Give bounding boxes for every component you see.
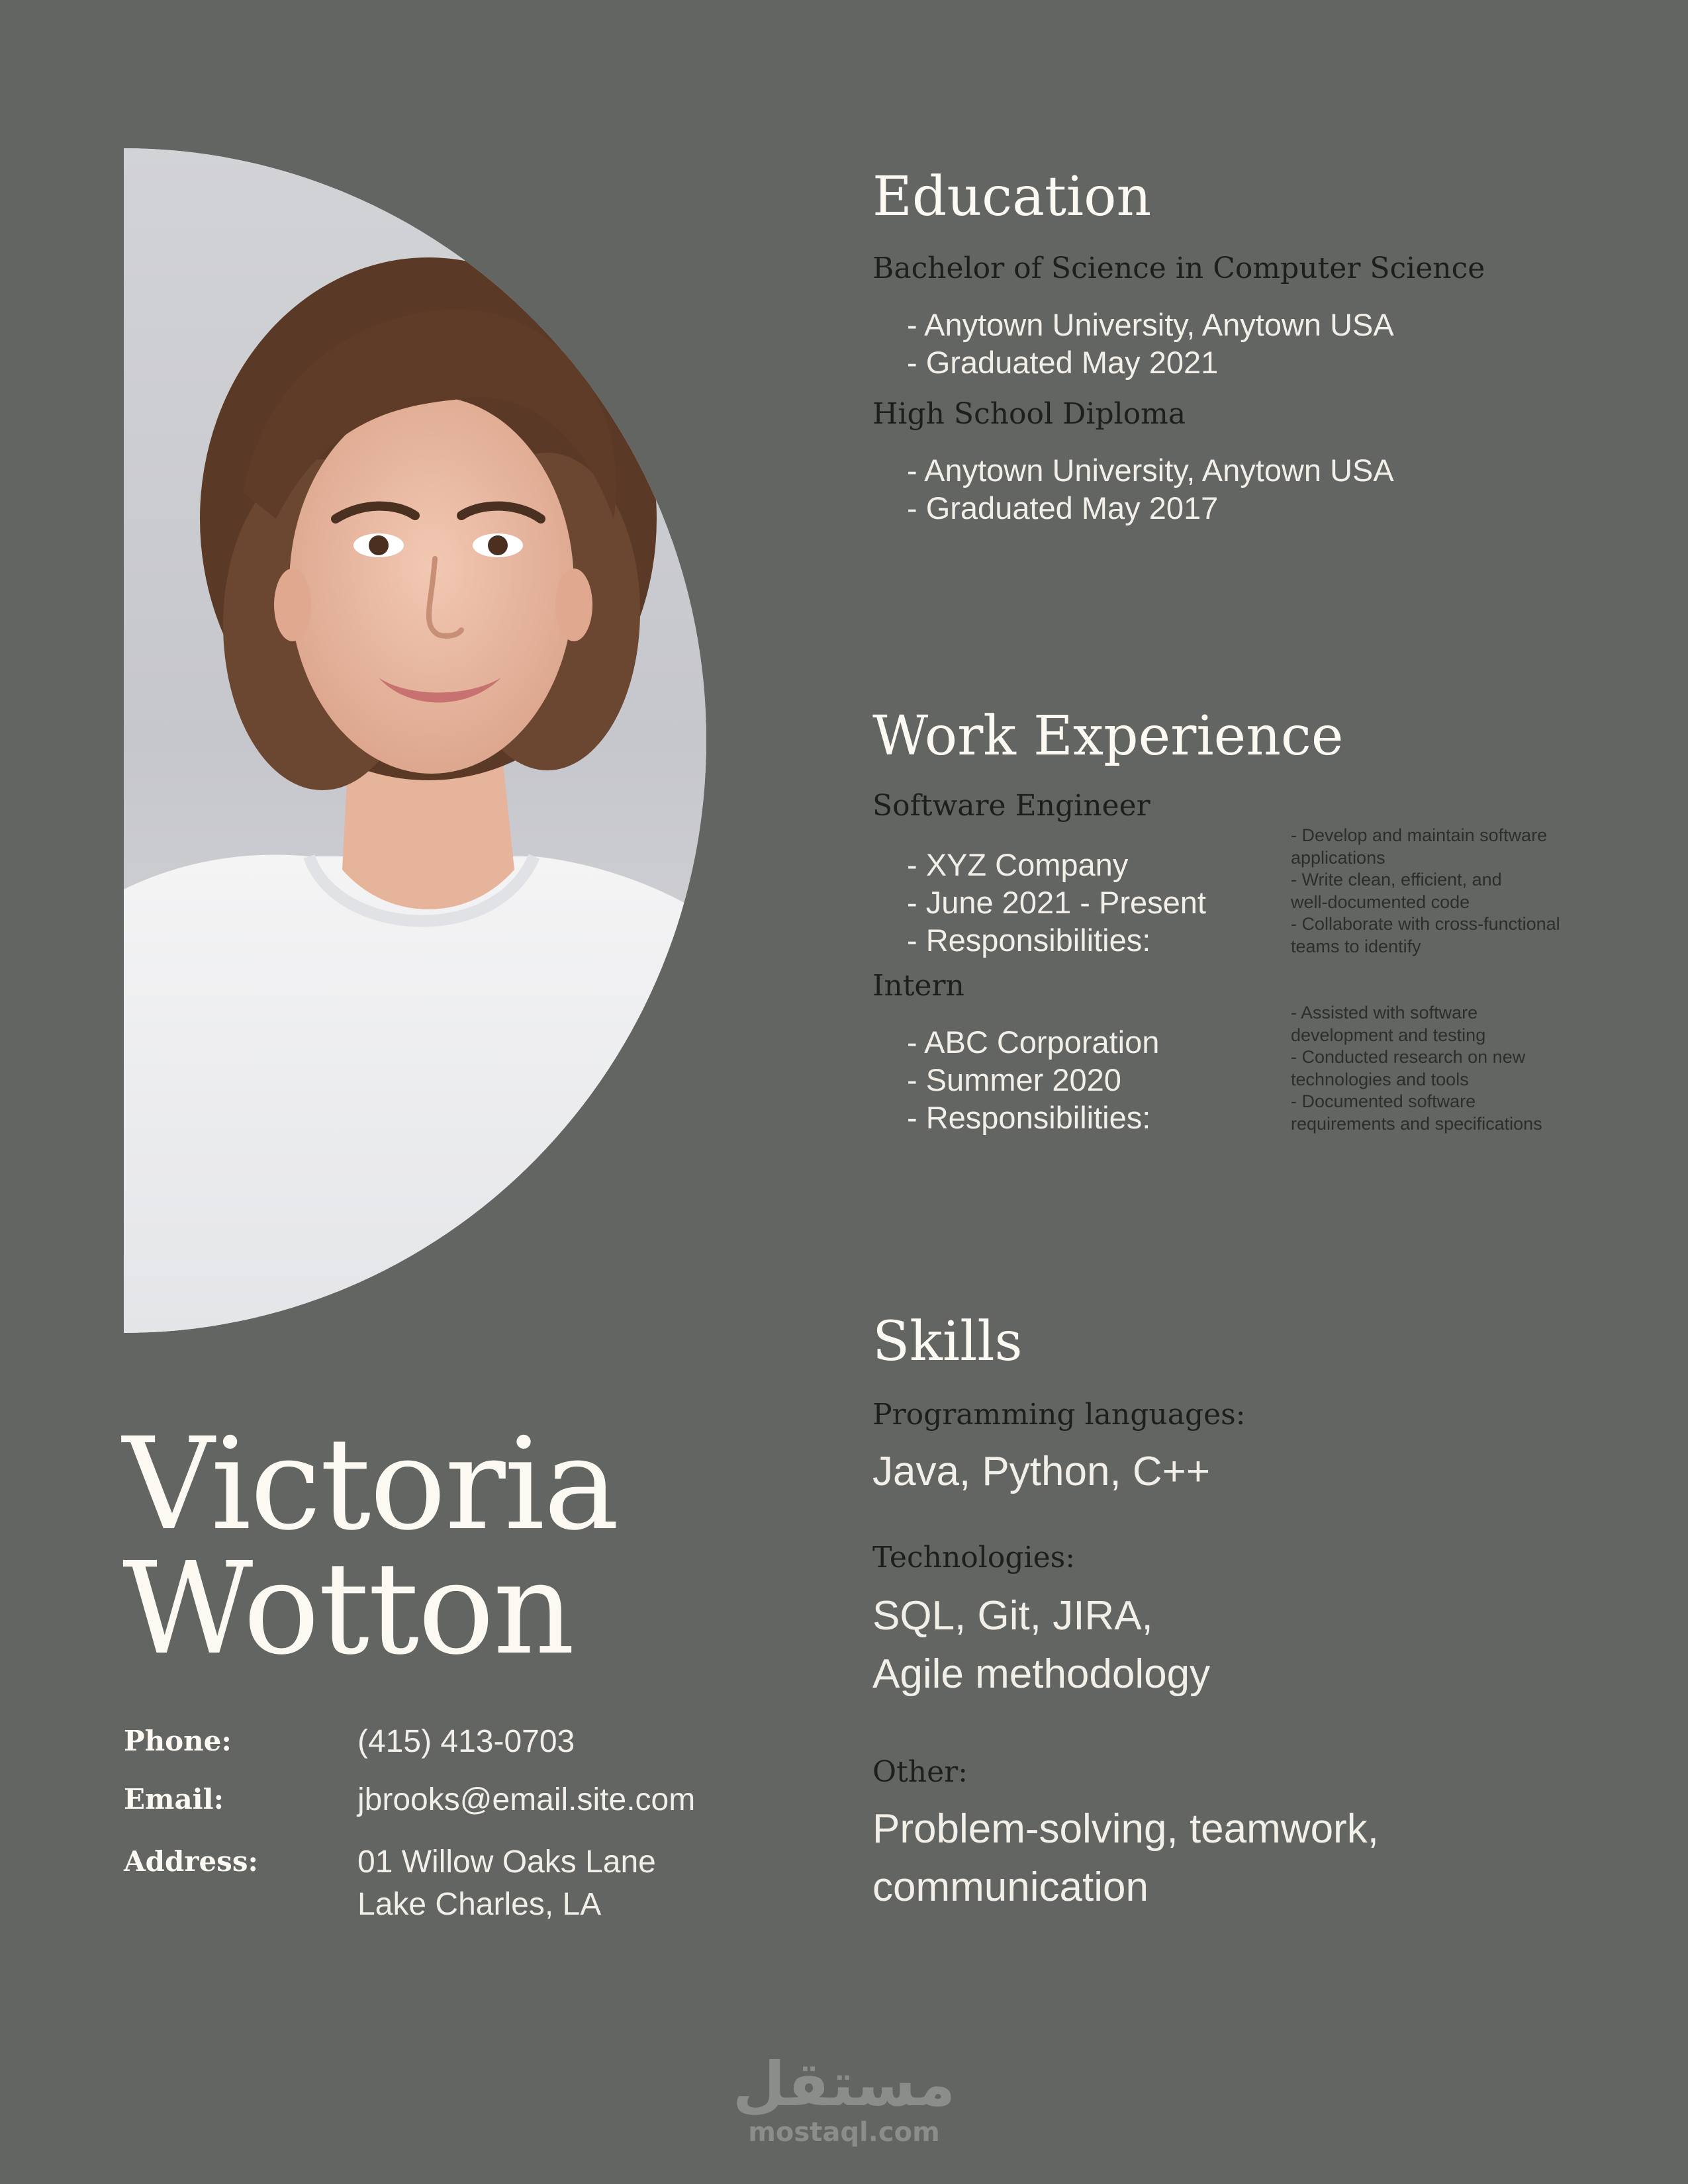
address-label: Address: [124,1845,258,1878]
technologies-line-2: Agile methodology [872,1651,1211,1697]
note-line: - Conducted research on new [1291,1047,1526,1067]
work-title: Work Experience [872,705,1344,768]
note-line: - Assisted with software [1291,1003,1478,1023]
skills-title: Skills [872,1310,1023,1373]
work-notes-1 [1291,825,1595,958]
phone-label: Phone: [124,1725,232,1757]
education-details-1 [907,306,1394,381]
note-line: requirements and specifications [1291,1113,1542,1134]
watermark-latin: mostaql.com [748,2117,940,2148]
technologies-label: Technologies: [872,1541,1076,1574]
candidate-name [122,1411,745,1683]
work-notes-2 [1291,1002,1595,1135]
list-item: - Responsibilities: [907,923,1151,958]
work-role-1: Software Engineer [872,789,1150,823]
note-line: well-documented code [1291,891,1470,912]
portrait-photo [124,148,706,1333]
note-line: - Documented software [1291,1091,1476,1111]
work-details-1 [907,846,1206,959]
mostaql-watermark [728,2049,960,2148]
address-line-1: 01 Willow Oaks Lane [357,1844,656,1880]
email-value: jbrooks@email.site.com [357,1782,696,1817]
other-value [872,1800,1379,1917]
watermark-arabic: مستقل [732,2049,956,2120]
other-line-2: communication [872,1864,1149,1910]
list-item: - XYZ Company [907,847,1129,882]
first-name: Victoria [122,1411,618,1559]
note-line: development and testing [1291,1024,1486,1045]
list-item: - Graduated May 2021 [907,345,1219,380]
technologies-value [872,1587,1210,1704]
programming-label: Programming languages: [872,1398,1246,1432]
education-details-2 [907,451,1394,527]
work-details-2 [907,1023,1159,1136]
note-line: - Write clean, efficient, and [1291,870,1502,889]
list-item: - Summer 2020 [907,1062,1121,1097]
list-item: - Anytown University, Anytown USA [907,453,1394,488]
email-label: Email: [124,1783,224,1815]
other-line-1: Problem-solving, teamwork, [872,1806,1379,1852]
address-value [357,1841,656,1926]
education-degree-1: Bachelor of Science in Computer Science [872,251,1485,285]
work-role-2: Intern [872,969,964,1003]
note-line: - Collaborate with cross-functional [1291,914,1560,934]
phone-value: (415) 413-0703 [357,1724,575,1759]
education-title: Education [872,165,1152,228]
programming-value: Java, Python, C++ [872,1449,1211,1494]
note-line: - Develop and maintain software [1291,825,1548,845]
technologies-line-1: SQL, Git, JIRA, [872,1593,1153,1639]
list-item: - ABC Corporation [907,1024,1160,1060]
list-item: - Responsibilities: [907,1100,1151,1135]
last-name: Wotton [122,1535,574,1683]
note-line: teams to identify [1291,936,1421,956]
list-item: - Anytown University, Anytown USA [907,307,1394,342]
note-line: applications [1291,847,1385,868]
list-item: - June 2021 - Present [907,885,1206,920]
portrait-illustration [124,148,706,1333]
other-label: Other: [872,1755,968,1789]
note-line: technologies and tools [1291,1069,1469,1089]
address-line-2: Lake Charles, LA [357,1887,602,1922]
education-degree-2: High School Diploma [872,397,1186,431]
list-item: - Graduated May 2017 [907,490,1219,525]
